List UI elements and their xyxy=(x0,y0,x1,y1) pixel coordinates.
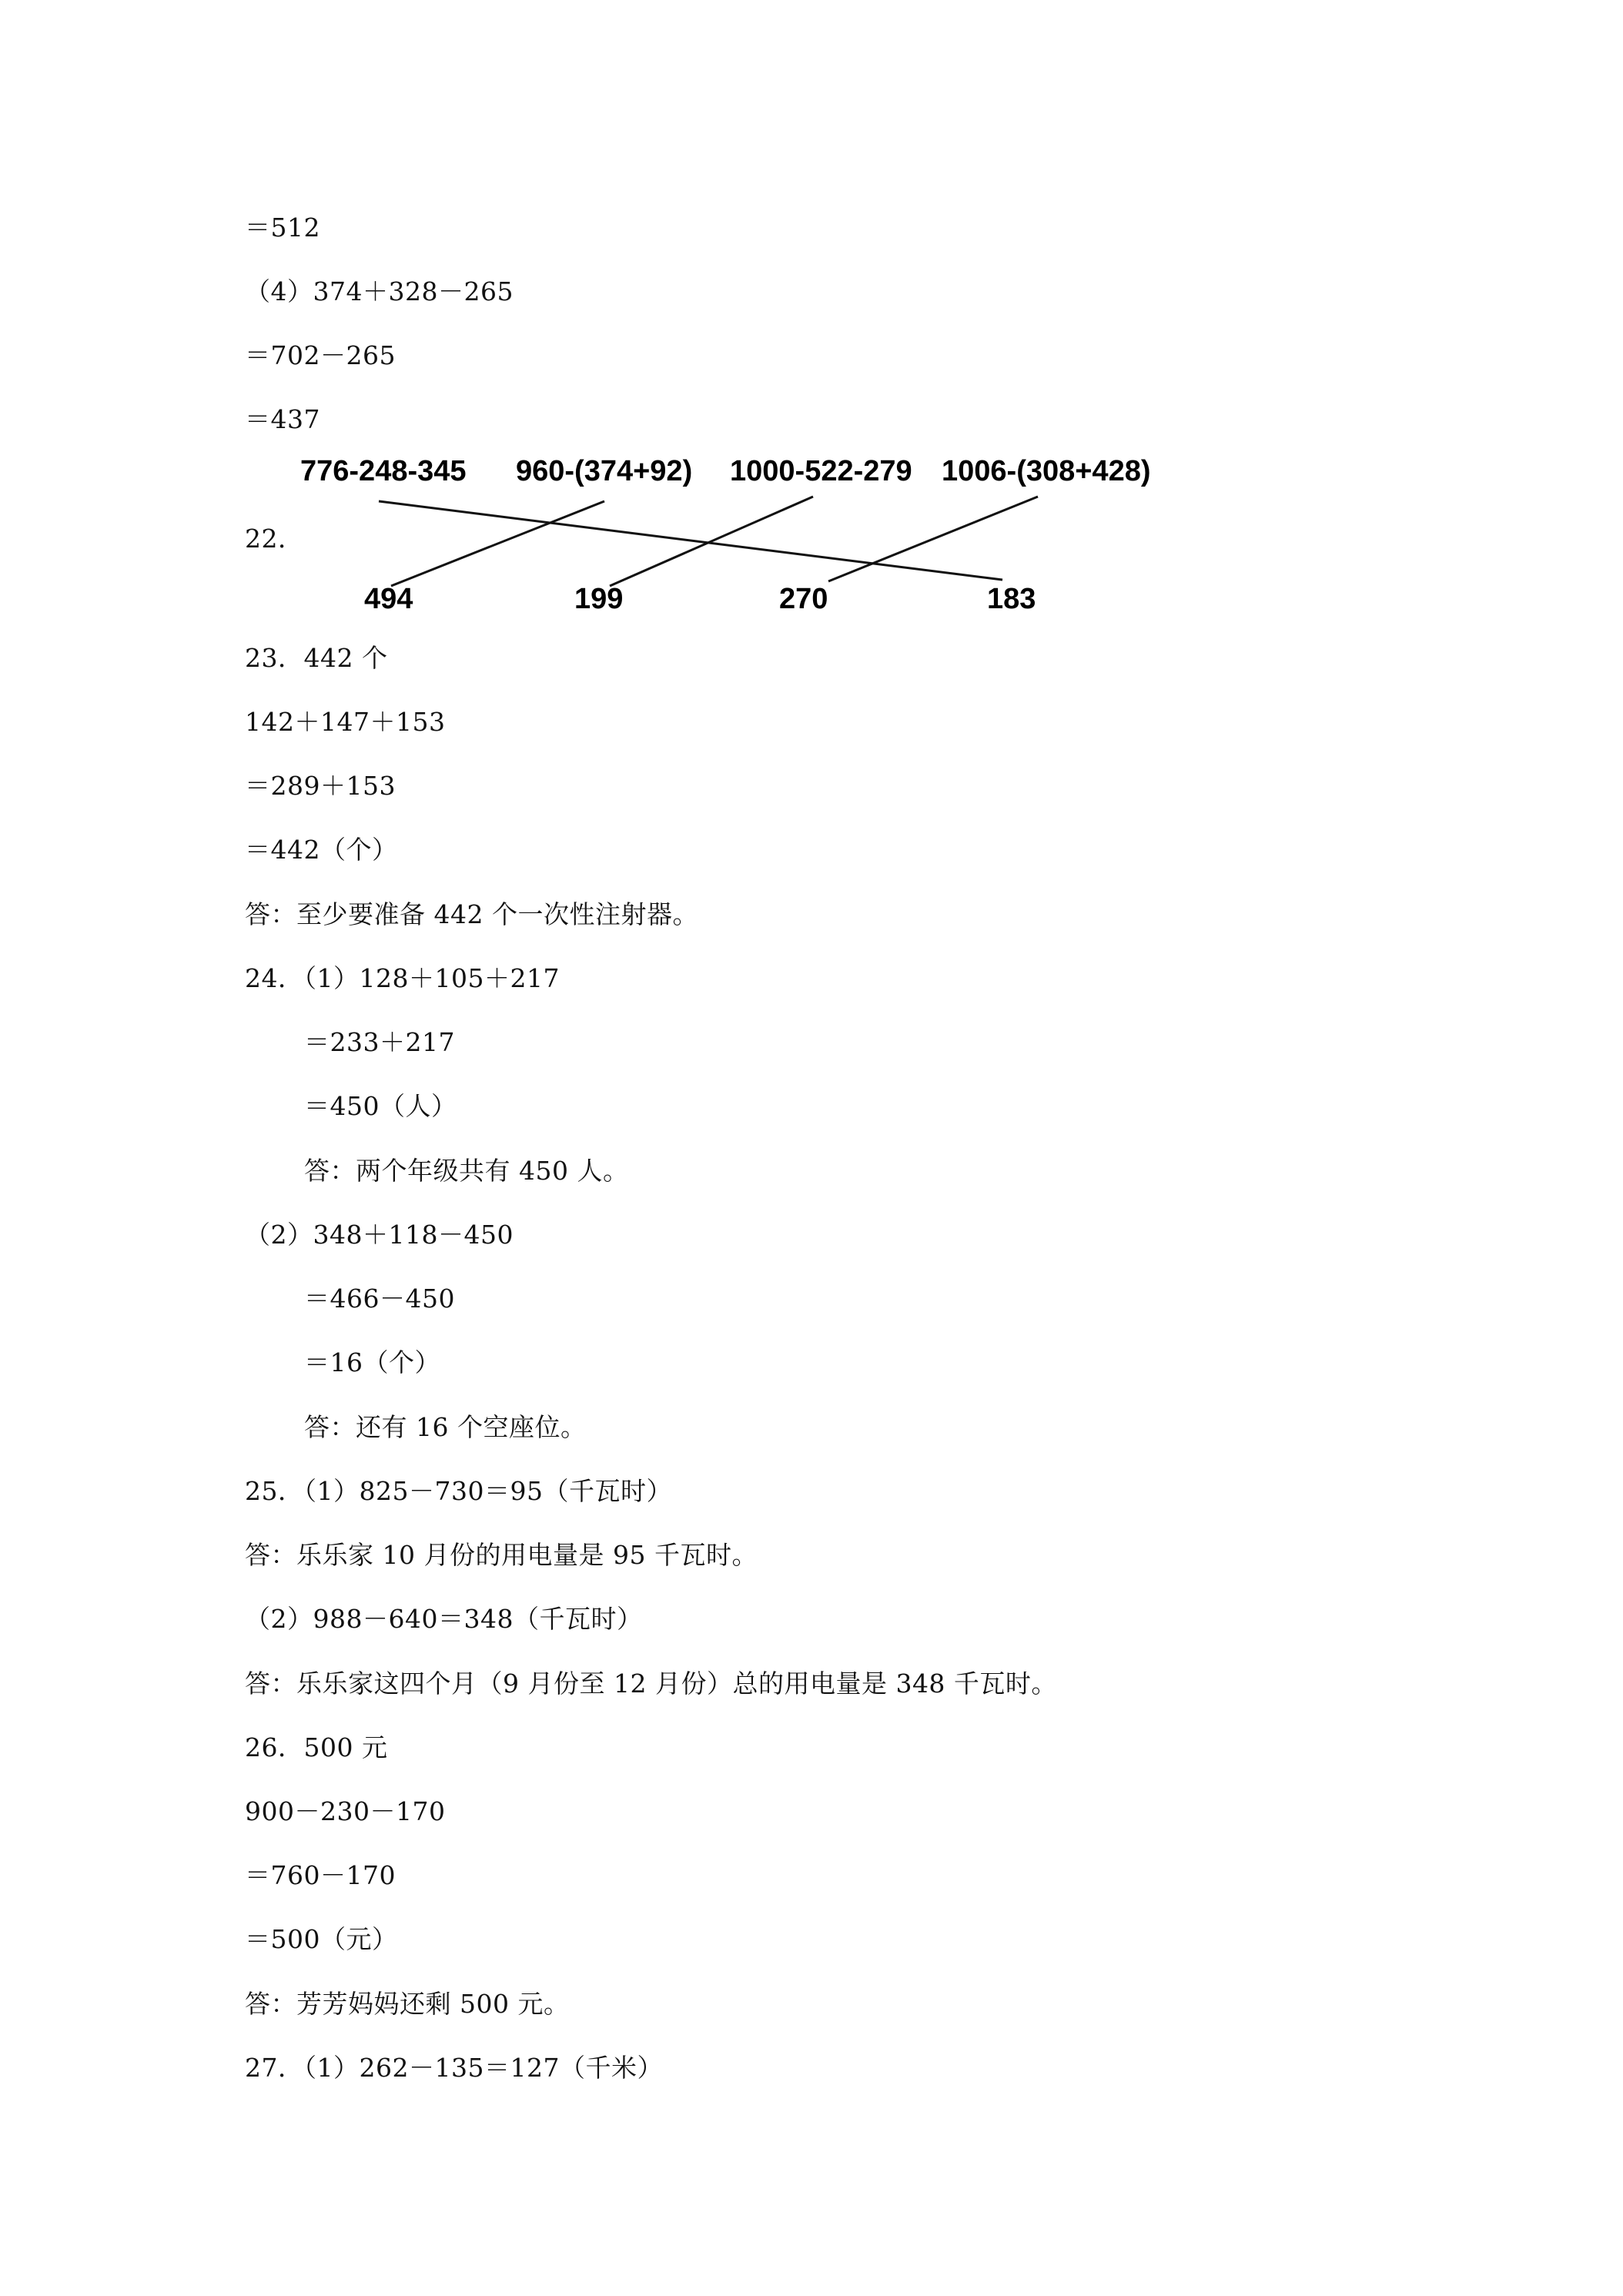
expression-label: 1006-(308+428) xyxy=(942,455,1151,487)
expression-label: 1000-522-279 xyxy=(730,455,912,487)
matching-diagram xyxy=(293,450,1170,620)
text-line: ＝16（个） xyxy=(304,1347,440,1377)
text-line: ＝760－170 xyxy=(245,1860,396,1890)
text-line: 答：乐乐家这四个月（9 月份至 12 月份）总的用电量是 348 千瓦时。 xyxy=(245,1668,1057,1699)
text-line: （2）988－640＝348（千瓦时） xyxy=(245,1604,643,1634)
answer-label: 270 xyxy=(779,583,828,615)
match-line xyxy=(379,501,1002,580)
text-line: （4）374＋328－265 xyxy=(245,276,514,306)
text-line: ＝442（个） xyxy=(245,835,398,865)
question-number: 22． xyxy=(245,524,304,554)
text-line: ＝233＋217 xyxy=(304,1027,455,1057)
expression-label: 776-248-345 xyxy=(300,455,467,487)
text-line: 900－230－170 xyxy=(245,1796,446,1826)
text-line: ＝289＋153 xyxy=(245,771,396,801)
text-line: ＝450（人） xyxy=(304,1091,457,1121)
text-line: ＝437 xyxy=(245,404,320,434)
text-line: ＝466－450 xyxy=(304,1284,455,1314)
text-line: 142＋147＋153 xyxy=(245,707,446,737)
text-line: 答：两个年级共有 450 人。 xyxy=(304,1156,629,1186)
text-line: 23．442 个 xyxy=(245,643,388,673)
answer-label: 494 xyxy=(364,583,413,615)
text-line: （2）348＋118－450 xyxy=(245,1220,514,1250)
match-line xyxy=(610,497,813,586)
text-line: 答：芳芳妈妈还剩 500 元。 xyxy=(245,1989,570,2019)
text-line: ＝500（元） xyxy=(245,1924,398,1954)
text-line: 答：还有 16 个空座位。 xyxy=(304,1412,587,1442)
match-line xyxy=(828,497,1038,581)
answer-label: 183 xyxy=(987,583,1036,615)
text-line: 27．（1）262－135＝127（千米） xyxy=(245,2053,663,2083)
match-line xyxy=(391,501,604,586)
answer-label: 199 xyxy=(574,583,624,615)
text-line: ＝702－265 xyxy=(245,340,396,370)
text-line: 答：至少要准备 442 个一次性注射器。 xyxy=(245,899,698,929)
text-line: 26．500 元 xyxy=(245,1732,388,1762)
expression-label: 960-(374+92) xyxy=(516,455,693,487)
text-line: ＝512 xyxy=(245,213,320,243)
text-line: 答：乐乐家 10 月份的用电量是 95 千瓦时。 xyxy=(245,1540,758,1570)
text-line: 24．（1）128＋105＋217 xyxy=(245,963,560,993)
text-line: 25．（1）825－730＝95（千瓦时） xyxy=(245,1476,672,1506)
